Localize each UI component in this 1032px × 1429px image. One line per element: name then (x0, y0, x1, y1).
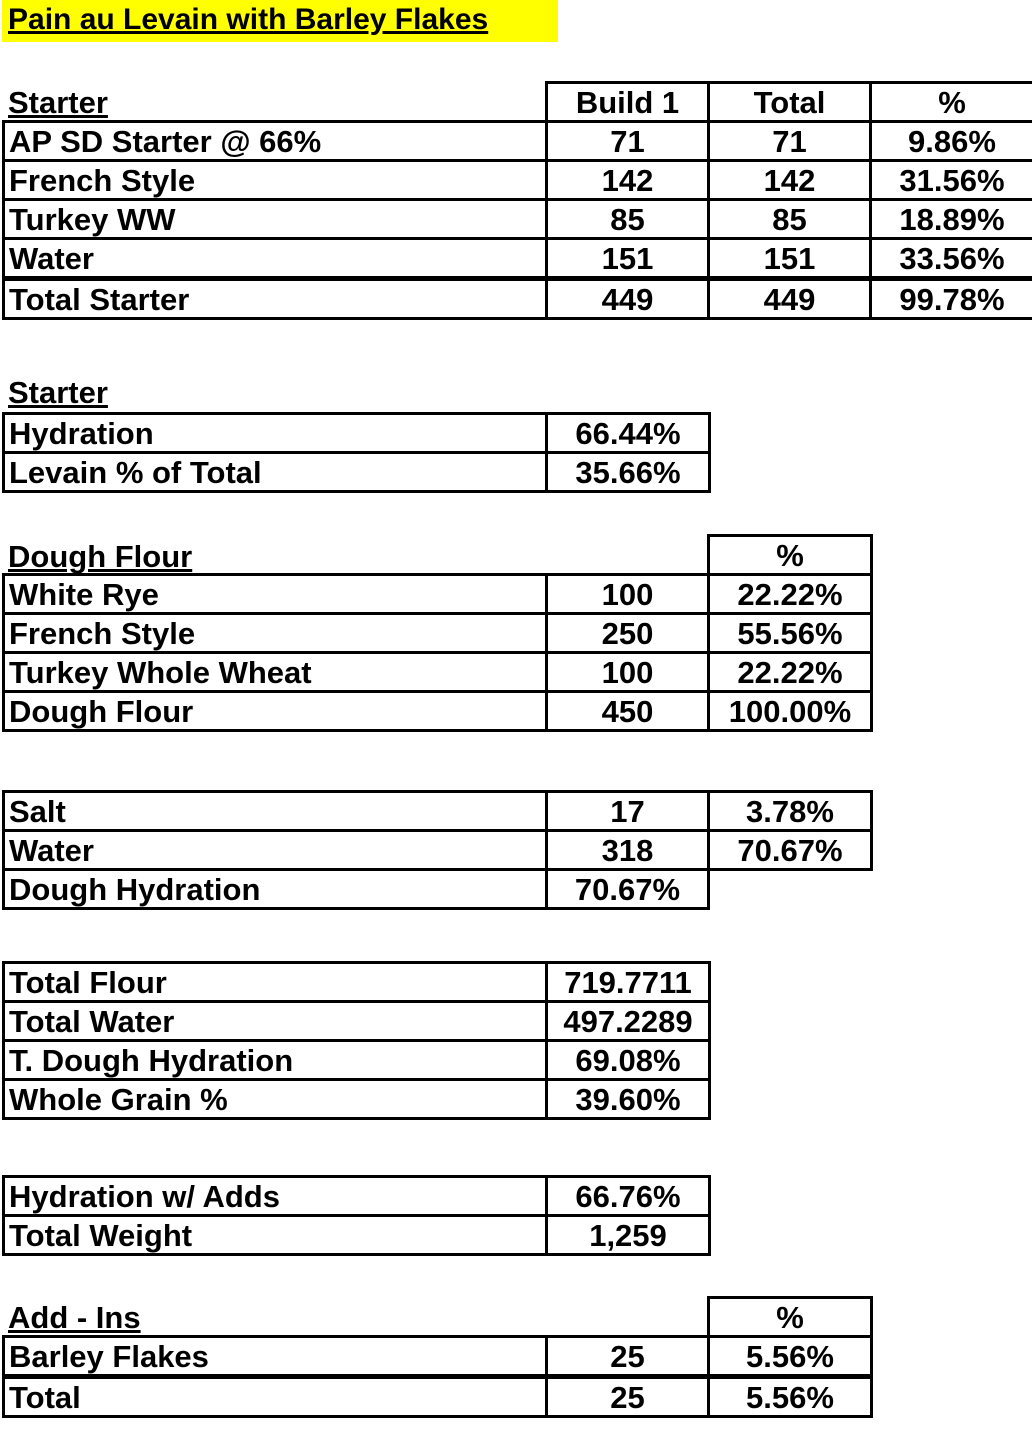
row-label: Total Flour (4, 963, 547, 1002)
value-cell: 17 (547, 792, 709, 831)
row-label: T. Dough Hydration (4, 1041, 547, 1080)
column-header-build1: Build 1 (547, 83, 709, 122)
percent-cell: 3.78% (709, 792, 872, 831)
build1-cell: 449 (547, 279, 709, 319)
row-label: Turkey Whole Wheat (4, 653, 547, 692)
empty-cell (709, 870, 872, 909)
percent-cell: 31.56% (871, 161, 1032, 200)
starter-heading: Starter (8, 85, 108, 120)
build1-cell: 71 (547, 122, 709, 161)
value-cell: 66.76% (547, 1177, 710, 1216)
row-label: Hydration w/ Adds (4, 1177, 547, 1216)
row-label: Whole Grain % (4, 1080, 547, 1119)
title-banner (2, 0, 558, 42)
percent-cell: 33.56% (871, 239, 1032, 279)
column-header-percent: % (871, 83, 1032, 122)
header-spacer (547, 1298, 709, 1337)
header-spacer (4, 1298, 547, 1337)
row-label: Salt (4, 792, 547, 831)
total-cell: 449 (709, 279, 871, 319)
build1-cell: 151 (547, 239, 709, 279)
header-spacer (4, 83, 547, 122)
row-label: French Style (4, 614, 547, 653)
percent-cell: 18.89% (871, 200, 1032, 239)
table-row (4, 122, 1032, 161)
value-cell: 35.66% (547, 453, 710, 492)
value-cell: 100 (547, 653, 709, 692)
table-row (4, 200, 1032, 239)
row-label: Total (4, 1377, 547, 1417)
value-cell: 25 (547, 1337, 709, 1377)
percent-cell: 9.86% (871, 122, 1032, 161)
total-cell: 142 (709, 161, 871, 200)
starter-stats-heading: Starter (8, 375, 108, 410)
value-cell: 70.67% (547, 870, 709, 909)
percent-cell: 5.56% (709, 1337, 872, 1377)
value-cell: 69.08% (547, 1041, 710, 1080)
percent-cell: 55.56% (709, 614, 872, 653)
table-row (4, 1337, 872, 1377)
row-label: Dough Hydration (4, 870, 547, 909)
table-row (4, 1002, 710, 1041)
percent-cell: 5.56% (709, 1377, 872, 1417)
header-spacer (547, 536, 709, 575)
dough-flour-table (2, 534, 873, 732)
row-label: Total Weight (4, 1216, 547, 1255)
table-row (4, 831, 872, 870)
page-title: Pain au Levain with Barley Flakes (8, 3, 489, 36)
table-row (4, 1298, 872, 1337)
table-row (4, 1177, 710, 1216)
table-row (4, 963, 710, 1002)
value-cell: 497.2289 (547, 1002, 710, 1041)
table-row (4, 653, 872, 692)
table-row (4, 83, 1032, 122)
starter-table (2, 81, 1032, 320)
total-row (4, 1377, 872, 1417)
column-header-percent: % (709, 1298, 872, 1337)
table-row (4, 792, 872, 831)
value-cell: 39.60% (547, 1080, 710, 1119)
value-cell: 25 (547, 1377, 709, 1417)
table-row (4, 614, 872, 653)
row-label: Barley Flakes (4, 1337, 547, 1377)
table-row (4, 239, 1032, 279)
add-ins-heading: Add - Ins (8, 1300, 141, 1335)
column-header-percent: % (709, 536, 872, 575)
row-label: Turkey WW (4, 200, 547, 239)
total-row (4, 279, 1032, 319)
table-row (4, 575, 872, 614)
row-label: White Rye (4, 575, 547, 614)
table-row (4, 414, 710, 453)
total-cell: 151 (709, 239, 871, 279)
hydration-adds-table (2, 1175, 711, 1256)
value-cell: 100 (547, 575, 709, 614)
column-header-total: Total (709, 83, 871, 122)
value-cell: 318 (547, 831, 709, 870)
row-label: Water (4, 831, 547, 870)
build1-cell: 85 (547, 200, 709, 239)
percent-cell: 70.67% (709, 831, 872, 870)
total-cell: 71 (709, 122, 871, 161)
percent-cell: 99.78% (871, 279, 1032, 319)
row-label: AP SD Starter @ 66% (4, 122, 547, 161)
header-spacer (4, 536, 547, 575)
build1-cell: 142 (547, 161, 709, 200)
value-cell: 66.44% (547, 414, 710, 453)
starter-stats-table (2, 412, 711, 493)
percent-cell: 22.22% (709, 575, 872, 614)
table-row (4, 870, 872, 909)
add-ins-table (2, 1296, 873, 1418)
table-row (4, 161, 1032, 200)
percent-cell: 22.22% (709, 653, 872, 692)
table-row (4, 692, 872, 731)
totals-table (2, 961, 711, 1120)
row-label: Total Starter (4, 279, 547, 319)
total-cell: 85 (709, 200, 871, 239)
row-label: Water (4, 239, 547, 279)
table-row (4, 1041, 710, 1080)
table-row (4, 453, 710, 492)
value-cell: 450 (547, 692, 709, 731)
salt-water-table (2, 790, 873, 910)
row-label: Total Water (4, 1002, 547, 1041)
percent-cell: 100.00% (709, 692, 872, 731)
table-row (4, 1216, 710, 1255)
table-row (4, 1080, 710, 1119)
table-row (4, 536, 872, 575)
value-cell: 1,259 (547, 1216, 710, 1255)
row-label: Levain % of Total (4, 453, 547, 492)
row-label: French Style (4, 161, 547, 200)
dough-flour-heading: Dough Flour (8, 539, 193, 574)
row-label: Dough Flour (4, 692, 547, 731)
value-cell: 250 (547, 614, 709, 653)
value-cell: 719.7711 (547, 963, 710, 1002)
row-label: Hydration (4, 414, 547, 453)
